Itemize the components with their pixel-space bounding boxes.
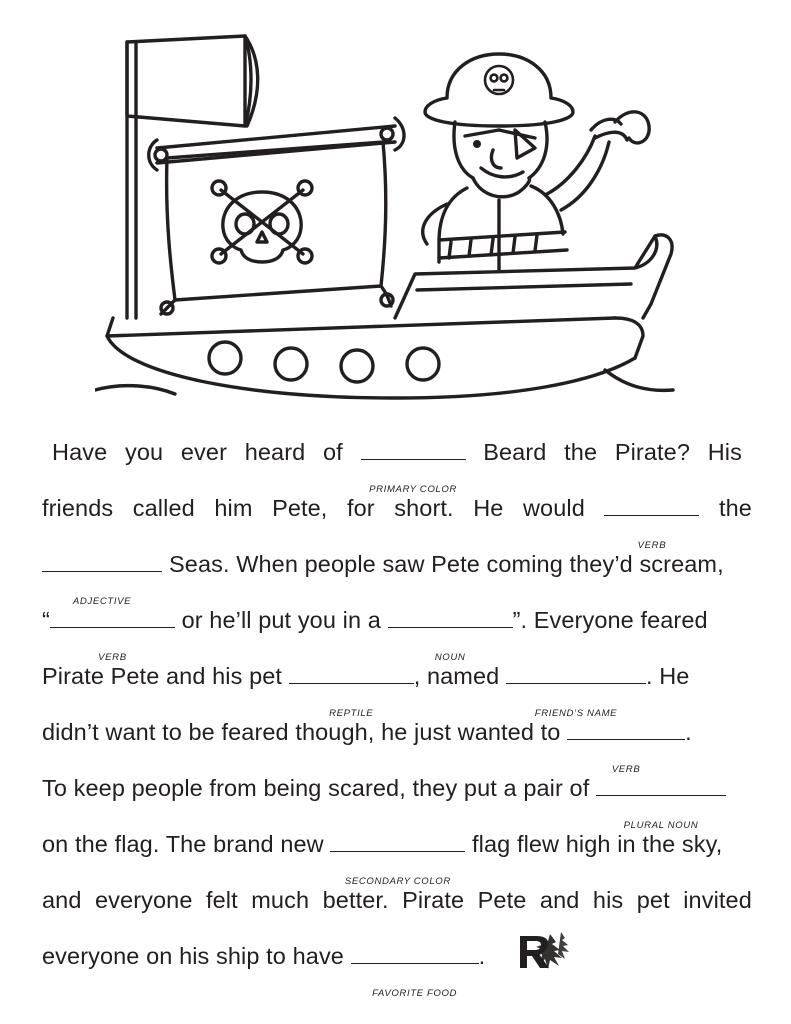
story-text-run: , named — [413, 663, 506, 689]
story-line-10 — [42, 928, 752, 999]
story-text-run: ”. Everyone feared — [512, 607, 708, 633]
story-line-4 — [42, 592, 752, 663]
blank-caption: VERB — [98, 652, 127, 663]
story-word: Pirate? — [614, 439, 690, 465]
story-word: Pete — [477, 887, 527, 913]
blank-rule — [289, 682, 414, 684]
story-word: him — [214, 495, 253, 521]
blank-plural-noun[interactable] — [596, 794, 726, 831]
brand-logo-icon — [512, 928, 572, 976]
story-word: everyone — [95, 887, 193, 913]
story-text-run: or he’ll put you in a — [174, 607, 388, 633]
blank-rule — [388, 626, 513, 628]
story-word: His — [707, 439, 742, 465]
story-word: and — [42, 887, 82, 913]
blank-caption: ADJECTIVE — [72, 596, 132, 607]
blank-adjective[interactable] — [42, 570, 162, 607]
blank-caption: PRIMARY COLOR — [369, 484, 457, 495]
blank-caption: VERB — [637, 540, 667, 551]
blank-rule — [596, 794, 726, 796]
story-text-run: . — [478, 943, 486, 969]
story-word: the — [564, 439, 598, 465]
story-word: Pirate — [402, 887, 465, 913]
story-line-5 — [42, 648, 752, 719]
story-word: ever — [180, 439, 227, 465]
blank-rule — [50, 626, 175, 628]
blank-caption: REPTILE — [329, 708, 374, 719]
blank-verb-1[interactable] — [604, 514, 699, 551]
skull-and-crossbones-icon — [212, 181, 312, 263]
blank-verb-3[interactable] — [567, 738, 685, 775]
blank-caption: NOUN — [434, 652, 466, 663]
blank-rule — [361, 458, 466, 460]
story-word: his — [592, 887, 624, 913]
ship-mast — [127, 42, 136, 318]
story-line-8 — [42, 816, 752, 887]
story-word: would — [522, 495, 585, 521]
blank-reptile[interactable] — [289, 682, 414, 719]
story-word: felt — [206, 887, 238, 913]
story-word: invited — [683, 887, 752, 913]
blank-verb-2[interactable] — [50, 626, 175, 663]
story-word: better. — [322, 887, 389, 913]
story-line-7 — [42, 760, 752, 831]
blank-secondary-color[interactable] — [330, 850, 465, 887]
story-line-2 — [42, 480, 752, 551]
ship-flag-icon — [127, 36, 258, 126]
story-word: the — [718, 495, 752, 521]
story-text-run: Pirate Pete and his pet — [42, 663, 289, 689]
story-text-run: Seas. When people saw Pete coming they’d scream, — [169, 551, 724, 577]
story-word: Pete, — [272, 495, 328, 521]
story-word: Have — [52, 439, 108, 465]
story-word: short. — [394, 495, 454, 521]
story-text-run: “ — [42, 607, 50, 633]
blank-caption: VERB — [611, 764, 641, 775]
story-word: called — [132, 495, 195, 521]
blank-noun[interactable] — [388, 626, 513, 663]
blank-rule — [506, 682, 646, 684]
blank-caption: FAVORITE FOOD — [372, 988, 458, 999]
pirate-ship-illustration — [95, 18, 695, 418]
story-text-run: on the flag. The brand new — [42, 831, 331, 857]
story-text-run: flag flew high in the sky, — [465, 831, 723, 857]
story-word: for — [346, 495, 375, 521]
story-word: you — [124, 439, 164, 465]
blank-rule — [604, 514, 699, 516]
story-word: heard — [244, 439, 306, 465]
story-word: of — [323, 439, 343, 465]
blank-favorite-food[interactable] — [351, 962, 479, 999]
story-line-9 — [42, 872, 752, 928]
story-text-run: . — [685, 719, 692, 745]
story-text-run: didn’t want to be feared though, he just wanted to — [42, 719, 568, 745]
story-word: much — [251, 887, 310, 913]
story-word: friends — [42, 495, 114, 521]
pirate-captain-figure — [423, 54, 649, 270]
blank-rule — [42, 570, 162, 572]
story-text-run: everyone on his ship to have — [42, 943, 351, 969]
story-line-3 — [42, 536, 752, 607]
story-word: pet — [636, 887, 670, 913]
story-text — [42, 424, 752, 999]
blank-caption: FRIEND’S NAME — [534, 708, 618, 719]
blank-caption: PLURAL NOUN — [623, 820, 699, 831]
blank-rule — [567, 738, 685, 740]
story-text-run: . He — [645, 663, 690, 689]
blank-friends-name[interactable] — [506, 682, 646, 719]
story-word: He — [473, 495, 504, 521]
story-word: Beard — [483, 439, 547, 465]
ship-sail — [161, 142, 393, 314]
blank-rule — [351, 962, 479, 964]
blank-rule — [330, 850, 465, 852]
blank-caption: SECONDARY COLOR — [344, 876, 451, 887]
ship-hull — [107, 235, 672, 398]
story-line-1 — [42, 424, 752, 495]
story-line-6 — [42, 704, 752, 775]
story-text-run: To keep people from being scared, they put a pair of — [42, 775, 596, 801]
blank-primary-color[interactable] — [361, 458, 466, 495]
story-word: and — [539, 887, 580, 913]
ocean-waves — [95, 370, 673, 394]
